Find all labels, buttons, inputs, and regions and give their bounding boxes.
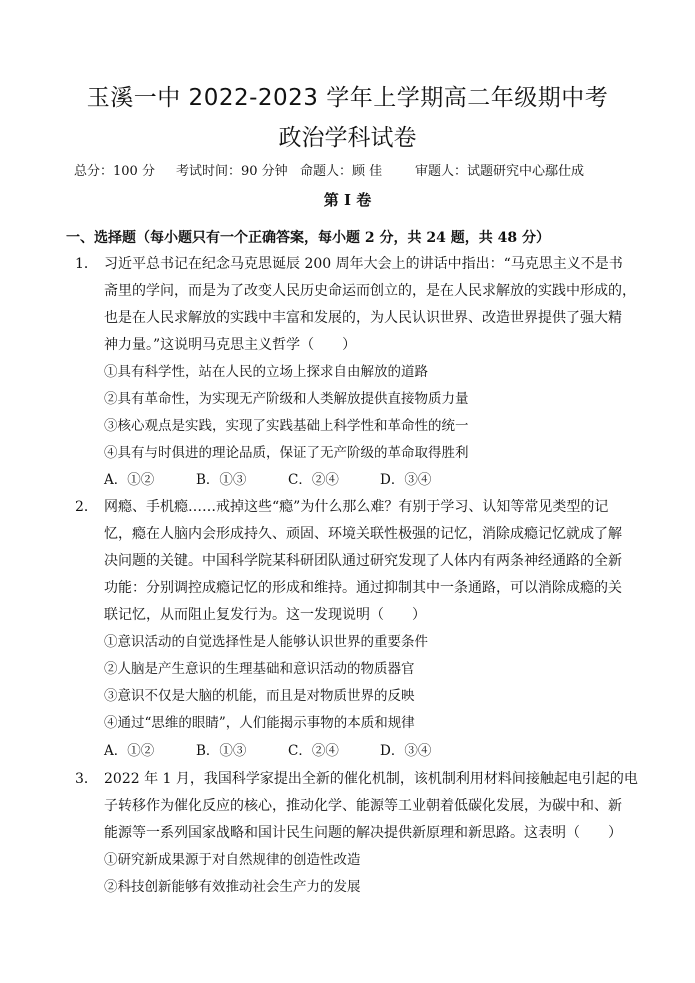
answer-choice-a: A．①② bbox=[104, 472, 155, 488]
question-text-line: 也是在人民求解放的实践中丰富和发展的，为人民认识世界、改造世界提供了强大精 bbox=[104, 310, 622, 326]
question-text-line: 决问题的关键。中国科学院某科研团队通过研究发现了人体内有两条神经通路的全新 bbox=[104, 553, 622, 569]
question-text-line: 子转移作为催化反应的核心，推动化学、能源等工业朝着低碳化发展，为碳中和、新 bbox=[104, 798, 622, 814]
exam-title: 玉溪一中 2022-2023 学年上学期高二年级期中考 bbox=[86, 85, 609, 111]
meta-time: 考试时间：90 分钟 bbox=[176, 164, 288, 179]
statement-option: ①具有科学性，站在人民的立场上探求自由解放的道路 bbox=[104, 364, 428, 380]
question-text-line: 2022 年 1 月，我国科学家提出全新的催化机制，该机制利用材料间接触起电引起的电 bbox=[104, 771, 638, 787]
question-text-line: 功能：分别调控成瘾记忆的形成和维持。通过抑制其中一条通路，可以消除成瘾的关 bbox=[104, 580, 622, 596]
question-number: 3． bbox=[75, 771, 98, 787]
statement-option: ②人脑是产生意识的生理基础和意识活动的物质器官 bbox=[104, 661, 415, 677]
meta-author: 命题人：顾 佳 bbox=[300, 164, 383, 179]
statement-option: ④具有与时俱进的理论品质，保证了无产阶级的革命取得胜利 bbox=[104, 445, 469, 461]
question-text-line: 联记忆，从而阻止复发行为。这一发现说明（ ） bbox=[104, 607, 426, 623]
answer-choice-c: C．②④ bbox=[288, 472, 339, 488]
statement-option: ①意识活动的自觉选择性是人能够认识世界的重要条件 bbox=[104, 634, 428, 650]
question-text-line: 习近平总书记在纪念马克思诞辰 200 周年大会上的讲话中指出：“马克思主义不是书 bbox=[104, 256, 623, 272]
statement-option: ③核心观点是实践，实现了实践基础上科学性和革命性的统一 bbox=[104, 418, 469, 434]
question-text-line: 斋里的学问，而是为了改变人民历史命运而创立的，是在人民求解放的实践中形成的， bbox=[104, 283, 636, 299]
answer-choice-a: A．①② bbox=[104, 743, 155, 759]
volume-heading: 第 I 卷 bbox=[323, 191, 372, 209]
question-number: 1． bbox=[75, 256, 98, 272]
statement-option: ③意识不仅是大脑的机能，而且是对物质世界的反映 bbox=[104, 688, 415, 704]
question-text-line: 神力量。”这说明马克思主义哲学（ ） bbox=[104, 337, 357, 353]
question-text-line: 能源等一系列国家战略和国计民生问题的解决提供新原理和新思路。这表明（ ） bbox=[104, 825, 622, 841]
statement-option: ②具有革命性，为实现无产阶级和人类解放提供直接物质力量 bbox=[104, 391, 469, 407]
meta-total: 总分：100 分 bbox=[74, 164, 155, 179]
answer-choice-d: D．③④ bbox=[380, 472, 432, 488]
statement-option: ①研究新成果源于对自然规律的创造性改造 bbox=[104, 852, 361, 868]
answer-choice-d: D．③④ bbox=[380, 743, 432, 759]
exam-subtitle: 政治学科试卷 bbox=[278, 125, 417, 151]
statement-option: ④通过“思维的眼睛”，人们能揭示事物的本质和规律 bbox=[104, 715, 415, 731]
answer-choice-c: C．②④ bbox=[288, 743, 339, 759]
question-text-line: 网瘾、手机瘾……戒掉这些“瘾”为什么那么难？有别于学习、认知等常见类型的记 bbox=[104, 499, 609, 515]
answer-choice-b: B．①③ bbox=[196, 472, 247, 488]
exam-meta bbox=[74, 162, 634, 182]
answer-choice-b: B．①③ bbox=[196, 743, 247, 759]
section-title: 一、选择题（每小题只有一个正确答案，每小题 2 分，共 24 题，共 48 分） bbox=[66, 230, 550, 246]
meta-reviewer: 审题人：试题研究中心鄢仕成 bbox=[415, 164, 585, 179]
question-number: 2． bbox=[75, 499, 98, 515]
statement-option: ②科技创新能够有效推动社会生产力的发展 bbox=[104, 879, 361, 895]
question-text-line: 忆，瘾在人脑内会形成持久、顽固、环境关联性极强的记忆，消除成瘾记忆就成了解 bbox=[104, 526, 622, 542]
